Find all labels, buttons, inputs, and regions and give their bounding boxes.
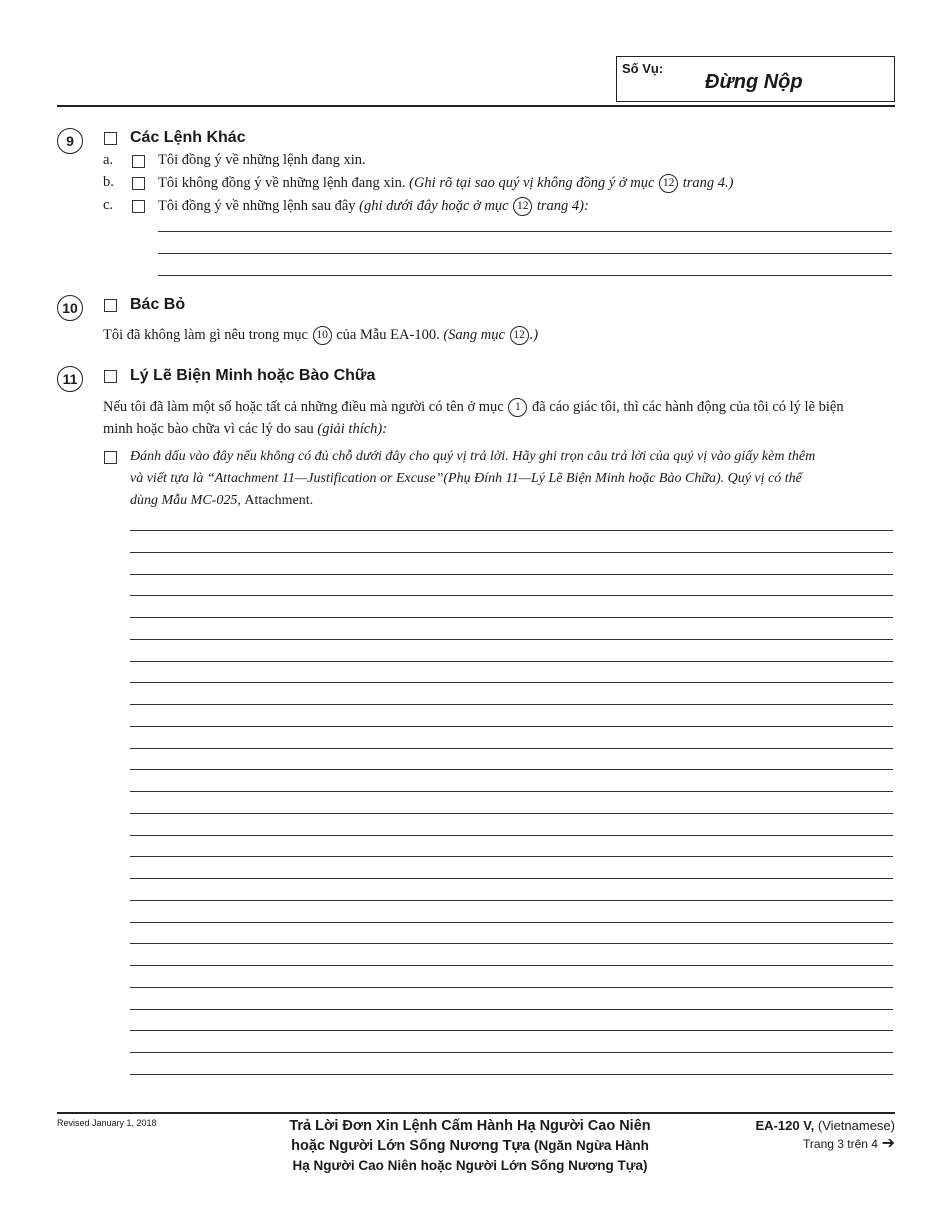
case-number-label: Số Vụ: [622, 61, 664, 76]
section-11-answer-line[interactable] [130, 922, 893, 923]
section-11-answer-line[interactable] [130, 943, 893, 944]
section-9c-note-pre: (ghi dưới đây hoặc ở mục [359, 197, 509, 214]
section-11-answer-line[interactable] [130, 791, 893, 792]
form-title-line2: hoặc Người Lớn Sống Nương Tựa [291, 1138, 531, 1154]
form-title-line2-wrap [235, 1136, 705, 1156]
form-title-line1: Trả Lời Đơn Xin Lệnh Cấm Hành Hạ Người Cao Niên [289, 1118, 651, 1134]
section-9c-text: Tôi đồng ý về những lệnh sau đây [158, 197, 356, 214]
section-11-answer-line[interactable] [130, 813, 893, 814]
section-11-answer-line[interactable] [130, 574, 893, 575]
form-title-line2-sub: (Ngăn Ngừa Hành [534, 1138, 649, 1153]
section-9a-letter: a. [103, 152, 114, 168]
section-11-answer-line[interactable] [130, 1074, 893, 1075]
section-9b-line [158, 174, 733, 193]
section-11-p1-pre: Nếu tôi đã làm một số hoặc tất cả những điều mà người có tên ở mục [103, 399, 504, 415]
section-10-text-post: của Mẫu EA-100. [336, 326, 440, 343]
section-10-number: 10 [57, 295, 83, 321]
section-11-attachment-checkbox[interactable] [104, 451, 117, 464]
section-9b-letter: b. [103, 174, 114, 190]
form-language: (Vietnamese) [817, 1118, 895, 1133]
attachment-note-line3-plain: Attachment. [244, 493, 314, 508]
section-11-paragraph [103, 396, 893, 440]
section-11-answer-line[interactable] [130, 726, 893, 727]
section-9b-ref-circle: 12 [659, 174, 678, 193]
section-10-ref-circle: 10 [313, 326, 332, 345]
case-number-box [616, 56, 895, 102]
section-11-paragraph-line1 [103, 396, 893, 418]
section-11-answer-line[interactable] [130, 639, 893, 640]
section-11-answer-line[interactable] [130, 1052, 893, 1053]
revised-date: Revised January 1, 2018 [57, 1118, 157, 1128]
section-10-text-pre: Tôi đã không làm gì nêu trong mục [103, 326, 308, 343]
section-11-answer-line[interactable] [130, 595, 893, 596]
section-10-title: Bác Bỏ [130, 296, 186, 313]
section-11-answer-line[interactable] [130, 704, 893, 705]
section-10-note-ref-circle: 12 [510, 326, 529, 345]
section-11-p1-post: đã cáo giác tôi, thì các hành động của tôi có lý lẽ biện [531, 399, 844, 415]
section-11-answer-line[interactable] [130, 682, 893, 683]
section-11-checkbox[interactable] [104, 370, 117, 383]
section-11-answer-line[interactable] [130, 552, 893, 553]
section-11-title: Lý Lẽ Biện Minh hoặc Bào Chữa [130, 367, 376, 384]
section-10-note-pre: (Sang mục [443, 326, 505, 343]
section-11-answer-line[interactable] [130, 856, 893, 857]
section-11-answer-line[interactable] [130, 1009, 893, 1010]
section-9a-checkbox[interactable] [132, 155, 145, 168]
section-11-answer-line[interactable] [130, 900, 893, 901]
section-11-p2: minh hoặc bào chữa vì các lý do sau [103, 421, 314, 437]
attachment-note-line3-italic: dùng Mẫu MC-025, [130, 493, 241, 508]
footer-divider [57, 1112, 895, 1114]
section-11-attachment-note [130, 446, 895, 512]
section-9c-note-post: trang 4): [536, 197, 589, 214]
section-9-number: 9 [57, 128, 83, 154]
page-indicator-line [756, 1135, 895, 1153]
section-11-answer-line[interactable] [130, 748, 893, 749]
next-page-arrow-icon[interactable]: ➔ [881, 1135, 895, 1152]
section-9c-ref-circle: 12 [513, 197, 532, 216]
section-11-answer-line[interactable] [130, 835, 893, 836]
section-11-p1-ref-circle: 1 [508, 398, 527, 417]
section-11-answer-line[interactable] [130, 987, 893, 988]
section-11-number: 11 [57, 366, 83, 392]
section-11-answer-line[interactable] [130, 1030, 893, 1031]
section-11-answer-line[interactable] [130, 965, 893, 966]
section-9c-write-line[interactable] [158, 275, 892, 276]
form-id-line [756, 1117, 895, 1135]
section-9c-line [158, 197, 589, 216]
section-11-answer-line[interactable] [130, 530, 893, 531]
section-11-answer-line[interactable] [130, 878, 893, 879]
attachment-note-line3 [130, 490, 895, 512]
attachment-note-line2: và viết tựa là “Attachment 11—Justification or Excuse”(Phụ Đính 11—Lý Lẽ Biện Minh hoặc Bào Chữa). Quý vị có thể [130, 471, 802, 486]
section-9c-letter: c. [103, 197, 114, 213]
section-9b-note-post: trang 4.) [682, 174, 734, 191]
section-11-answer-line[interactable] [130, 769, 893, 770]
section-11-answer-line[interactable] [130, 661, 893, 662]
attachment-note-line1: Đánh dấu vào đây nếu không có đủ chỗ dưới đây cho quý vị trả lời. Hãy ghi trọn câu trả lời của quý vị vào giấy kèm thêm [130, 449, 816, 464]
section-9a-text: Tôi đồng ý về những lệnh đang xin. [158, 152, 366, 168]
section-11-answer-line[interactable] [130, 617, 893, 618]
section-9-checkbox[interactable] [104, 132, 117, 145]
header-divider [57, 105, 895, 107]
section-9c-checkbox[interactable] [132, 200, 145, 213]
form-id-block [756, 1117, 895, 1153]
form-title-line3: Hạ Người Cao Niên hoặc Người Lớn Sống Nương Tựa) [292, 1158, 648, 1173]
case-number-value: Đừng Nộp [705, 71, 803, 93]
section-10-note-post: .) [529, 326, 539, 343]
section-9-title: Các Lệnh Khác [130, 129, 246, 146]
section-9b-checkbox[interactable] [132, 177, 145, 190]
page-indicator: Trang 3 trên 4 [803, 1137, 878, 1151]
section-9b-text: Tôi không đồng ý về những lệnh đang xin. [158, 174, 406, 191]
section-10-text-line [103, 326, 538, 345]
section-11-paragraph-line2 [103, 418, 893, 440]
section-9c-write-line[interactable] [158, 231, 892, 232]
form-title [235, 1117, 705, 1175]
form-number: EA-120 V, [755, 1118, 815, 1133]
section-9c-write-line[interactable] [158, 253, 892, 254]
section-10-checkbox[interactable] [104, 299, 117, 312]
section-11-p2-note: (giải thích): [317, 421, 388, 437]
section-9b-note-pre: (Ghi rõ tại sao quý vị không đồng ý ở mục [409, 174, 655, 191]
